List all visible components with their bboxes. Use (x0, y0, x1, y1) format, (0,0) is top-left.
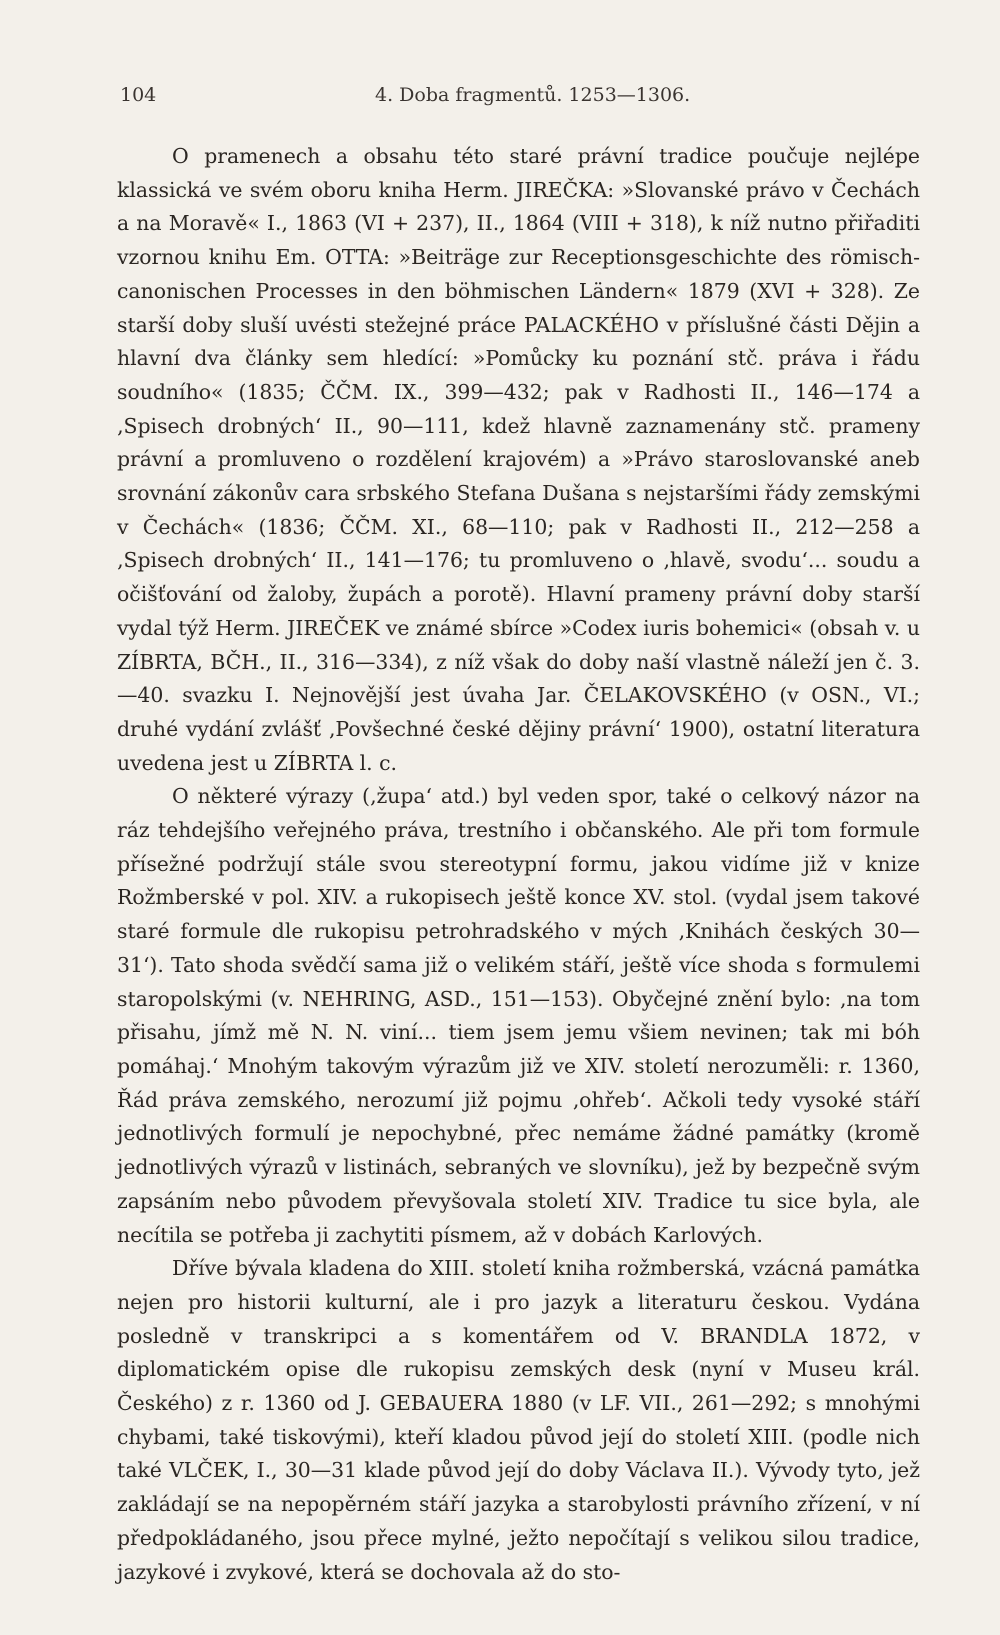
paragraph: Dříve bývala kladena do XIII. století kniha rožmberská, vzácná památka nejen pro historii kulturní, ale i pro jazyk a literaturu českou. Vydána posledně v transkripci a s komentářem od V. BRANDLA 1872, v diplomatickém opise dle rukopisu zemských desk (nyní v Museu král. Českého) z r. 1360 od J. GEBAUERA 1880 (v LF. VII., 261—292; s mnohými chybami, také tiskovými), kteří kladou původ její do století XIII. (podle nich také VLČEK, I., 30—31 klade původ její do doby Václava II.). Vývody tyto, jež zakládají se na nepopěrném stáří jazyka a starobylosti právního zřízení, v ní předpokládaného, jsou přece mylné, ježto nepočítají s velikou silou tradice, jazykové i zvykové, která se dochovala až do sto- (117, 1256, 920, 1584)
paragraph: O pramenech a obsahu této staré právní tradice poučuje nejlépe klassická ve svém oboru kniha Herm. JIREČKA: »Slovanské právo v Čechách a na Moravě« I., 1863 (VI + 237), II., 1864 (VIII + 318), k níž nutno přiřaditi vzornou knihu Em. OTTA: »Beiträge zur Receptionsgeschichte des römisch-canonischen Processes in den böhmischen Ländern« 1879 (XVI + 328). Ze starší doby sluší uvésti stežejné práce PALACKÉHO v příslušné části Dějin a hlavní dva články sem hledící: »Pomůcky ku poznání stč. práva i řádu soudního« (1835; ČČM. IX., 399—432; pak v Radhosti II., 146—174 a ‚Spisech drobných‘ II., 90—111, kdež hlavně zaznamenány stč. prameny právní a promluveno o rozdělení krajovém) a »Právo staroslovanské aneb srovnání zákonův cara srbského Stefana Dušana s nejstaršími řády zemskými v Čechách« (1836; ČČM. XI., 68—110; pak v Radhosti II., 212—258 a ‚Spisech drobných‘ II., 141—176; tu promluveno o ‚hlavě, svodu‘... soudu a očišťování od žaloby, župách a porotě). Hlavní prameny právní doby starší vydal týž Herm. JIREČEK ve známé sbírce »Codex iuris bohemici« (obsah v. u ZÍBRTA, BČH., II., 316—334), z níž však do doby naší vlastně náleží jen č. 3.—40. svazku I. Nejnovější jest úvaha Jar. ČELAKOVSKÉHO (v OSN., VI.; druhé vydání zvlášť ‚Povšechné české dějiny právní‘ 1900), ostatní literatura uvedena jest u ZÍBRTA l. c. (117, 144, 920, 775)
paragraph: O některé výrazy (‚župa‘ atd.) byl veden spor, také o celkový názor na ráz tehdejšího veřejného práva, trestního i občanského. Ale při tom formule přísežné podržují stále svou stereotypní formu, jakou vidíme již v knize Rožmberské v pol. XIV. a rukopisech ještě konce XV. stol. (vydal jsem takové staré formule dle rukopisu petrohradského v mých ‚Knihách českých 30—31‘). Tato shoda svědčí sama již o velikém stáří, ještě více shoda s formulemi staropolskými (v. NEHRING, ASD., 151—153). Obyčejné znění bylo: ‚na tom přisahu, jímž mě N. N. viní... tiem jsem jemu všiem nevinen; tak mi bóh pomáhaj.‘ Mnohým takovým výrazům již ve XIV. století nerozuměli: r. 1360, Řád práva zemského, nerozumí již pojmu ‚ohřeb‘. Ačkoli tedy vysoké stáří jednotlivých formulí je nepochybné, přec nemáme žádné památky (kromě jednotlivých výrazů v listinách, sebraných ve slovníku), jež by bezpečně svým zapsáním nebo původem převyšovala století XIV. Tradice tu sice byla, ale necítila se potřeba ji zachytiti písmem, až v dobách Karlových. (117, 784, 920, 1247)
running-title: 4. Doba fragmentů. 1253—1306. (375, 84, 691, 106)
page-number: 104 (120, 84, 157, 106)
page-body (117, 140, 920, 1589)
